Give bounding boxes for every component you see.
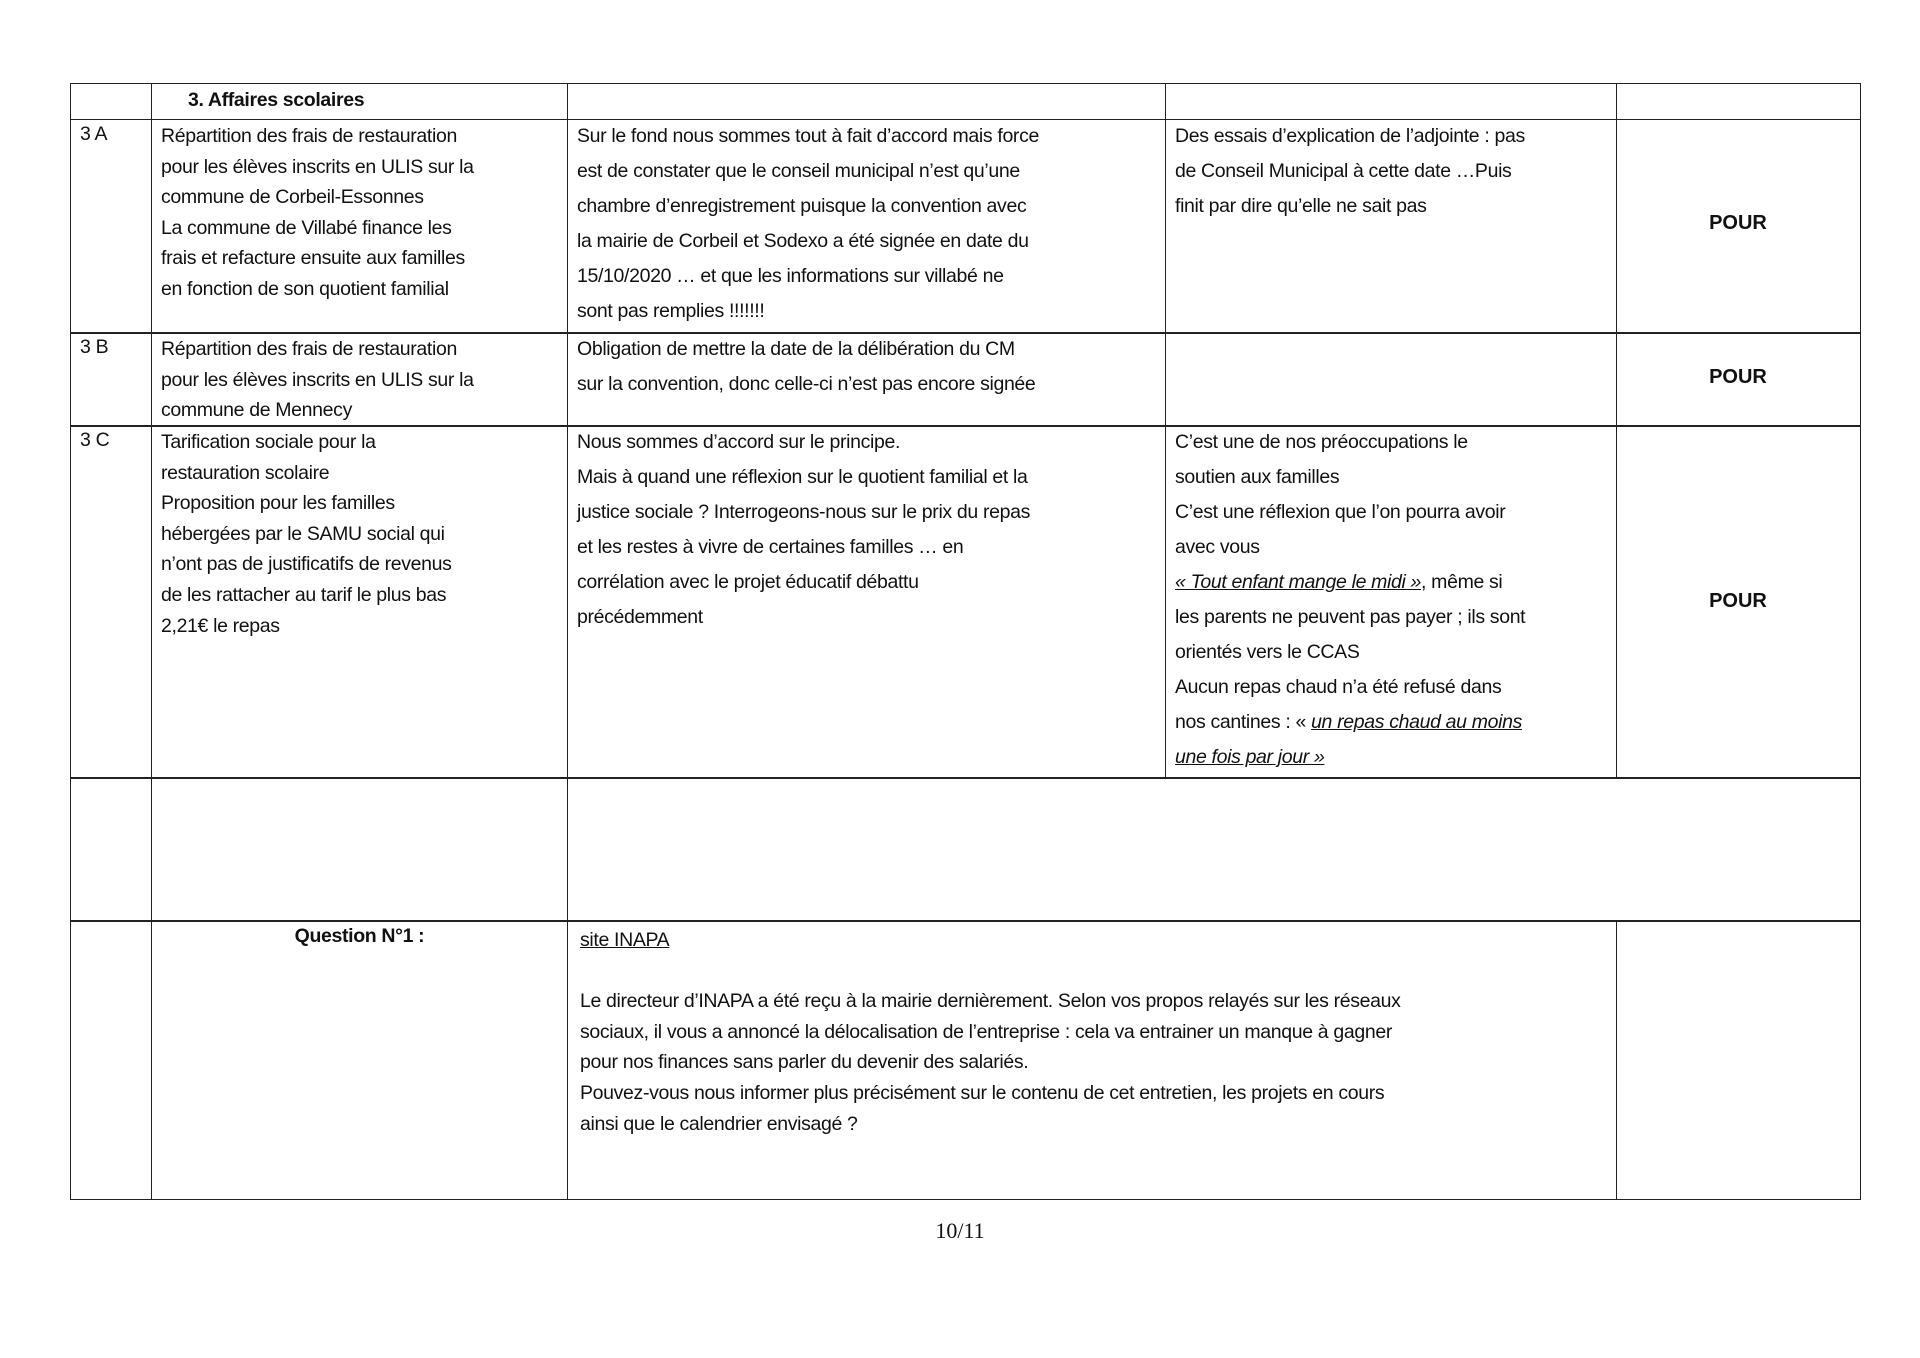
comment-text-line: précédemment [577, 606, 703, 628]
response-text-segment: « Tout enfant mange le midi » [1175, 571, 1422, 593]
response-text-segment: orientés vers le CCAS [1175, 641, 1360, 663]
subject-text-line: 2,21€ le repas [161, 614, 280, 637]
row-id: 3 C [80, 429, 110, 451]
question-body-line: Pouvez-vous nous informer plus précisément sur le contenu de cet entretien, les projets en cours [580, 1081, 1385, 1104]
comment-text-line: Obligation de mettre la date de la délibération du CM [577, 338, 1015, 360]
comment-text [577, 332, 1035, 402]
header-cell-id [70, 83, 152, 120]
comment-text-line: chambre d’enregistrement puisque la convention avec [577, 195, 1027, 217]
response-text-segment: un repas chaud au moins [1311, 711, 1522, 733]
subject-text-line: en fonction de son quotient familial [161, 277, 449, 300]
subject-text-line: commune de Corbeil-Essonnes [161, 186, 424, 209]
subject-text [161, 334, 474, 426]
vote-label: POUR [1709, 212, 1767, 234]
subject-text-line: Proposition pour les familles [161, 492, 395, 515]
response-text-segment: C’est une de nos préoccupations le [1175, 431, 1468, 453]
response-text-line [1175, 565, 1525, 600]
question-label: Question N°1 : [294, 925, 425, 947]
row-id: 3 B [80, 336, 109, 358]
header-cell-vote [1616, 83, 1861, 120]
vote-label: POUR [1709, 366, 1767, 388]
comment-text-line: est de constater que le conseil municipal n’est qu’une [577, 160, 1020, 182]
comment-text-line: sur la convention, donc celle-ci n’est pas encore signée [577, 373, 1036, 395]
header-cell-response [1165, 83, 1617, 120]
question-cell-vote [1616, 920, 1861, 1200]
row-id-cell [70, 425, 152, 779]
response-text-line [1175, 670, 1525, 705]
response-text-segment: C’est une réflexion que l’on pourra avoir [1175, 501, 1506, 523]
response-text-line [1175, 600, 1525, 635]
comment-text-line: 15/10/2020 … et que les informations sur villabé ne [577, 265, 1004, 287]
response-text-segment: avec vous [1175, 536, 1260, 558]
subject-text-line: Tarification sociale pour la [161, 431, 376, 453]
page-number: 10/11 [935, 1218, 985, 1243]
response-text-line [1175, 705, 1525, 740]
section-title: 3. Affaires scolaires [188, 89, 365, 111]
comment-text-line: sont pas remplies !!!!!!! [577, 300, 765, 322]
subject-text [161, 121, 474, 305]
response-text-line [1175, 740, 1525, 775]
vote-label: POUR [1709, 590, 1767, 612]
response-text-segment: nos cantines : « [1175, 711, 1312, 733]
response-text-segment: les parents ne peuvent pas payer ; ils sont [1175, 606, 1526, 628]
question-topic: site INAPA [580, 929, 670, 951]
comment-text-line: Nous sommes d’accord sur le principe. [577, 431, 901, 453]
subject-text [161, 427, 452, 641]
spacer-cell-wide [567, 777, 1861, 922]
comment-text-line: et les restes à vivre de certaines familles … en [577, 536, 964, 558]
response-cell [1165, 332, 1617, 427]
response-text-line: Des essais d’explication de l’adjointe : pas [1175, 125, 1525, 147]
response-text [1175, 425, 1525, 775]
subject-text-line: commune de Mennecy [161, 399, 352, 422]
response-text-segment: une fois par jour » [1175, 746, 1325, 768]
comment-text-line: justice sociale ? Interrogeons-nous sur le prix du repas [577, 501, 1030, 523]
response-text-line [1175, 495, 1525, 530]
response-text-line [1175, 425, 1525, 460]
subject-text-line: pour les élèves inscrits en ULIS sur la [161, 368, 474, 391]
response-text-line [1175, 460, 1525, 495]
header-cell-section [151, 83, 568, 120]
subject-text-line: de les rattacher au tarif le plus bas [161, 583, 447, 606]
comment-text-line: la mairie de Corbeil et Sodexo a été signée en date du [577, 230, 1029, 252]
response-text-segment: , même si [1421, 571, 1503, 593]
row-id-cell [70, 119, 152, 334]
subject-text-line: La commune de Villabé finance les [161, 216, 452, 239]
comment-text-line: Mais à quand une réflexion sur le quotient familial et la [577, 466, 1028, 488]
response-text-line: finit par dire qu’elle ne sait pas [1175, 195, 1427, 217]
response-text [1175, 119, 1525, 224]
question-cell-id [70, 920, 152, 1200]
comment-text-line: corrélation avec le projet éducatif débattu [577, 571, 919, 593]
subject-text-line: hébergées par le SAMU social qui [161, 522, 445, 545]
comment-text [577, 425, 1030, 635]
response-text-segment: soutien aux familles [1175, 466, 1340, 488]
response-text-segment: Aucun repas chaud n’a été refusé dans [1175, 676, 1502, 698]
subject-text-line: frais et refacture ensuite aux familles [161, 247, 465, 270]
question-body-line: Le directeur d’INAPA a été reçu à la mairie dernièrement. Selon vos propos relayés sur les réseaux [580, 990, 1401, 1013]
header-cell-comment [567, 83, 1166, 120]
response-text-line [1175, 635, 1525, 670]
question-cell-body [567, 920, 1617, 1200]
question-body-line: ainsi que le calendrier envisagé ? [580, 1112, 858, 1135]
subject-text-line: restauration scolaire [161, 461, 330, 484]
question-body-line: sociaux, il vous a annoncé la délocalisation de l’entreprise : cela va entrainer un manque à gagner [580, 1020, 1392, 1043]
response-text-line: de Conseil Municipal à cette date …Puis [1175, 160, 1512, 182]
subject-text-line: pour les élèves inscrits en ULIS sur la [161, 155, 474, 178]
spacer-cell-id [70, 777, 152, 922]
spacer-cell-subject [151, 777, 568, 922]
question-cell-label [151, 920, 568, 1200]
subject-text-line: Répartition des frais de restauration [161, 338, 457, 360]
subject-text-line: n’ont pas de justificatifs de revenus [161, 553, 452, 576]
comment-text-line: Sur le fond nous sommes tout à fait d’accord mais force [577, 125, 1039, 147]
row-id: 3 A [80, 123, 108, 145]
response-text-line [1175, 530, 1525, 565]
question-body-line: pour nos finances sans parler du devenir des salariés. [580, 1051, 1029, 1074]
subject-text-line: Répartition des frais de restauration [161, 125, 457, 147]
comment-text [577, 119, 1039, 329]
